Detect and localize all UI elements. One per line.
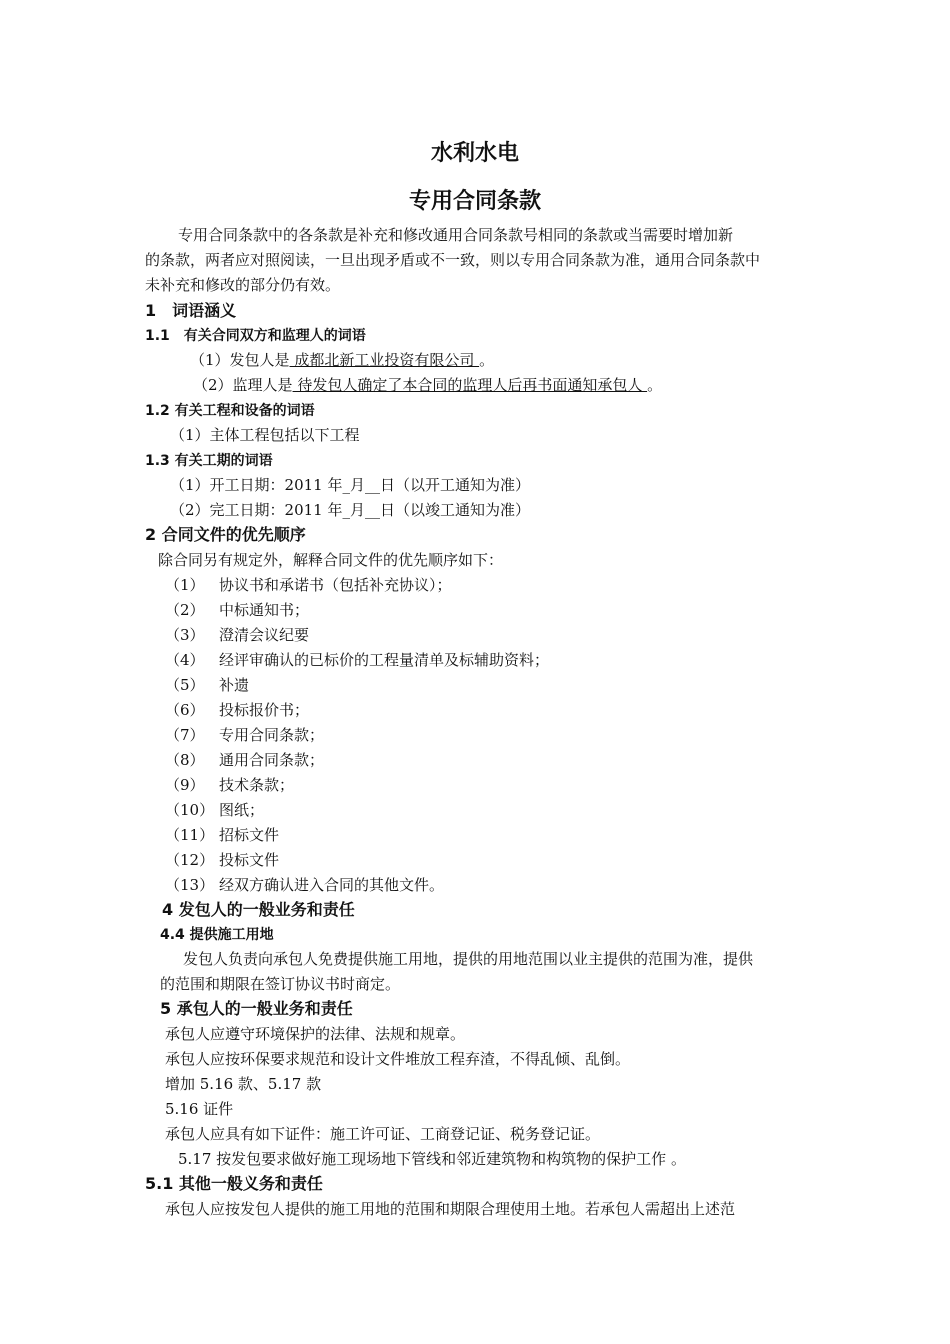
priority-intro: 除合同另有规定外，解释合同文件的优先顺序如下： [158,551,504,569]
list-item [165,774,294,796]
list-item-number: （9） [165,776,205,794]
section-5-17-line: 5.17 按发包要求做好施工现场地下管线和邻近建筑物和构筑物的保护工作 。 [178,1150,686,1168]
document-subtitle: 专用合同条款 [408,189,541,214]
list-item-number: （5） [165,676,205,694]
section-4-4-line-2: 的范围和期限在签订协议书时商定。 [160,975,401,993]
supervisor-line [193,374,662,396]
section-5-line-1: 承包人应遵守环境保护的法律、法规和规章。 [165,1025,466,1043]
list-item-number: （7） [165,726,205,744]
list-item-number: （10） [165,801,215,819]
list-item-number: （8） [165,751,205,769]
intro-line-1: 专用合同条款中的各条款是补充和修改通用合同条款号相同的条款或当需要时增加新 [178,226,734,244]
list-item-text: 技术条款； [219,776,295,794]
list-item-text: 经评审确认的已标价的工程量清单及标辅助资料； [219,651,550,669]
main-works-line: （1）主体工程包括以下工程 [170,426,360,444]
list-item-number: （2） [165,601,205,619]
list-item-number: （13） [165,876,215,894]
section-5-line-2: 承包人应按环保要求规范和设计文件堆放工程弃渣，不得乱倾、乱倒。 [165,1050,631,1068]
list-item [165,749,324,771]
section-5-heading: 5 承包人的一般业务和责任 [160,999,353,1018]
list-item-text: 招标文件 [219,826,280,844]
completion-date-line: （2）完工日期：2011 年_月__日（以竣工通知为准） [170,501,530,519]
section-5-16-line: 承包人应具有如下证件：施工许可证、工商登记证、税务登记证。 [165,1125,601,1143]
list-item-number: （6） [165,701,205,719]
list-item [165,849,279,871]
section-2-heading: 2 合同文件的优先顺序 [145,525,306,544]
list-item-text: 中标通知书； [219,601,310,619]
employer-name: 成都北新工业投资有限公司 [289,351,480,369]
section-1-2-heading: 1.2 有关工程和设备的词语 [145,403,315,419]
section-4-4-line-1: 发包人负责向承包人免费提供施工用地，提供的用地范围以业主提供的范围为准，提供 [183,950,754,968]
intro-line-2: 的条款，两者应对照阅读，一旦出现矛盾或不一致，则以专用合同条款为准，通用合同条款中 [145,251,761,269]
list-item-number: （1） [165,576,205,594]
section-5-1-line: 承包人应按发包人提供的施工用地的范围和期限合理使用土地。若承包人需超出上述范 [165,1200,736,1218]
list-item [165,724,324,746]
employer-line [190,349,494,371]
section-5-line-3: 增加 5.16 款、5.17 款 [165,1075,322,1093]
document-title: 水利水电 [430,141,519,166]
list-item-number: （4） [165,651,205,669]
supervisor-prefix: （2）监理人是 [193,376,293,394]
section-5-16-heading: 5.16 证件 [165,1100,234,1118]
list-item-text: 投标报价书； [219,701,310,719]
list-item-text: 补遗 [219,676,250,694]
list-item-text: 澄清会议纪要 [219,626,310,644]
list-item [165,624,309,646]
employer-prefix: （1）发包人是 [190,351,290,369]
section-4-4-heading: 4.4 提供施工用地 [160,927,274,943]
list-item [165,874,444,896]
section-1-heading: 1 词语涵义 [145,301,237,320]
supervisor-value: 待发包人确定了本合同的监理人后再书面通知承包人 [292,376,648,394]
list-item-text: 协议书和承诺书（包括补充协议）； [219,576,452,594]
list-item [165,699,309,721]
list-item-text: 通用合同条款； [219,751,325,769]
section-4-heading: 4 发包人的一般业务和责任 [162,900,355,919]
list-item [165,824,279,846]
start-date-line: （1）开工日期：2011 年_月__日（以开工通知为准） [170,476,530,494]
list-item-number: （3） [165,626,205,644]
list-item [165,674,249,696]
list-item [165,599,309,621]
list-item [165,574,452,596]
list-item-number: （12） [165,851,215,869]
list-item-number: （11） [165,826,215,844]
section-1-1-heading: 1.1 有关合同双方和监理人的词语 [145,328,366,344]
section-5-1-heading: 5.1 其他一般义务和责任 [145,1174,323,1193]
intro-line-3: 未补充和修改的部分仍有效。 [145,276,341,294]
list-item-text: 图纸； [219,801,265,819]
supervisor-suffix: 。 [647,376,663,394]
list-item-text: 经双方确认进入合同的其他文件。 [219,876,445,894]
list-item-text: 专用合同条款； [219,726,325,744]
employer-suffix: 。 [479,351,495,369]
list-item [165,649,549,671]
section-1-3-heading: 1.3 有关工期的词语 [145,453,273,469]
list-item-text: 投标文件 [219,851,280,869]
list-item [165,799,264,821]
